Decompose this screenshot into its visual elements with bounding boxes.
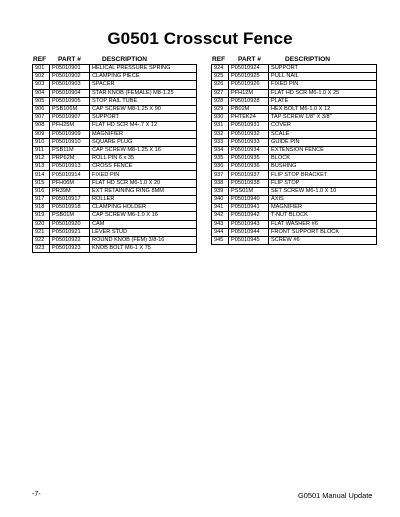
part-number-cell: P05010928 [229, 97, 269, 105]
table-row [212, 212, 377, 220]
table-row [33, 187, 197, 195]
ref-cell: 917 [33, 196, 50, 204]
ref-cell: 918 [33, 204, 50, 212]
part-number-cell: P05010940 [229, 196, 269, 204]
table-row [33, 73, 197, 81]
description-cell: FLAT HD SCR M4-.7 X 12 [90, 122, 197, 130]
table-row [212, 179, 377, 187]
part-number-cell: PFH25M [50, 122, 90, 130]
right-parts-table [211, 64, 377, 245]
part-number-cell: P05010923 [50, 245, 90, 253]
ref-cell: 936 [212, 163, 229, 171]
table-row [33, 105, 197, 113]
description-cell: FLAT WASHER #6 [269, 220, 377, 228]
table-row [33, 204, 197, 212]
ref-cell: 926 [212, 81, 229, 89]
part-number-cell: P05010907 [50, 114, 90, 122]
ref-cell: 901 [33, 65, 50, 73]
ref-cell: 906 [33, 105, 50, 113]
ref-cell: 941 [212, 204, 229, 212]
table-row [33, 212, 197, 220]
table-row [212, 122, 377, 130]
part-number-cell: P05010944 [229, 228, 269, 236]
ref-cell: 907 [33, 114, 50, 122]
part-number-cell: PSB11M [50, 146, 90, 154]
ref-cell: 913 [33, 163, 50, 171]
table-row [212, 65, 377, 73]
part-number-cell: P05010917 [50, 196, 90, 204]
part-number-cell: P05010913 [50, 163, 90, 171]
table-row [33, 220, 197, 228]
ref-cell: 924 [212, 65, 229, 73]
part-number-cell: P05010925 [229, 73, 269, 81]
table-row [33, 245, 197, 253]
description-cell: CAP SCREW M8-1.25 X 16 [90, 146, 197, 154]
description-cell: BLOCK [269, 155, 377, 163]
part-number-cell: P05010914 [50, 171, 90, 179]
part-number-cell: P05010901 [50, 65, 90, 73]
description-cell: GUIDE PIN [269, 138, 377, 146]
left-header-description: DESCRIPTION [102, 56, 148, 63]
part-number-cell: PSB106M [50, 105, 90, 113]
part-number-cell: P05010905 [50, 97, 90, 105]
description-cell: CROSS FENCE [90, 163, 197, 171]
ref-cell: 940 [212, 196, 229, 204]
table-row [212, 236, 377, 244]
part-number-cell: P05010937 [229, 171, 269, 179]
table-row [212, 228, 377, 236]
description-cell: CLAMPING PIECE [90, 73, 197, 81]
ref-cell: 945 [212, 236, 229, 244]
part-number-cell: P05010909 [50, 130, 90, 138]
table-row [33, 236, 197, 244]
table-row [212, 138, 377, 146]
part-number-cell: P05010926 [229, 81, 269, 89]
part-number-cell: P05010924 [229, 65, 269, 73]
ref-cell: 916 [33, 187, 50, 195]
part-number-cell: PFH12M [229, 89, 269, 97]
ref-cell: 929 [212, 105, 229, 113]
description-cell: HELICAL PRESSURE SPRING [90, 65, 197, 73]
description-cell: AXIS [269, 196, 377, 204]
description-cell: FRONT SUPPORT BLOCK [269, 228, 377, 236]
ref-cell: 909 [33, 130, 50, 138]
description-cell: FLAT HD SCR M6-1.0 X 20 [90, 179, 197, 187]
part-number-cell: P05010938 [229, 179, 269, 187]
table-row [33, 122, 197, 130]
part-number-cell: PHTEK24 [229, 114, 269, 122]
table-row [212, 146, 377, 154]
ref-cell: 911 [33, 146, 50, 154]
part-number-cell: PB02M [229, 105, 269, 113]
table-row [212, 204, 377, 212]
ref-cell: 931 [212, 122, 229, 130]
table-row [33, 163, 197, 171]
page-number: -7- [32, 491, 41, 498]
table-row [212, 196, 377, 204]
part-number-cell: P05010902 [50, 73, 90, 81]
table-row [212, 155, 377, 163]
table-row [33, 179, 197, 187]
description-cell: FIXED PIN [269, 81, 377, 89]
ref-cell: 934 [212, 146, 229, 154]
table-row [212, 89, 377, 97]
part-number-cell: P05010935 [229, 155, 269, 163]
ref-cell: 944 [212, 228, 229, 236]
ref-cell: 933 [212, 138, 229, 146]
table-row [33, 155, 197, 163]
ref-cell: 921 [33, 228, 50, 236]
left-parts-table [32, 64, 197, 253]
table-row [33, 97, 197, 105]
description-cell: ROUND KNOB (FEM) 3/8-16 [90, 236, 197, 244]
description-cell: STOP RAIL TUBE [90, 97, 197, 105]
part-number-cell: PR39M [50, 187, 90, 195]
ref-cell: 923 [33, 245, 50, 253]
description-cell: CAM [90, 220, 197, 228]
table-row [33, 89, 197, 97]
part-number-cell: P05010942 [229, 212, 269, 220]
right-header-ref: REF [212, 56, 226, 63]
parts-list [0, 56, 400, 456]
ref-cell: 922 [33, 236, 50, 244]
ref-cell: 925 [212, 73, 229, 81]
description-cell: FLAT HD SCR M6-1.0 X 25 [269, 89, 377, 97]
part-number-cell: P05010903 [50, 81, 90, 89]
table-row [33, 146, 197, 154]
description-cell: CAP SCREW M8-1.25 X 90 [90, 105, 197, 113]
description-cell: SUPPORT [269, 65, 377, 73]
ref-cell: 938 [212, 179, 229, 187]
description-cell: T-NUT BLOCK [269, 212, 377, 220]
part-number-cell: P05010943 [229, 220, 269, 228]
part-number-cell: P05010932 [229, 130, 269, 138]
table-row [212, 171, 377, 179]
description-cell: LEVER STUD [90, 228, 197, 236]
part-number-cell: P05010920 [50, 220, 90, 228]
description-cell: SET SCREW M6-1.0 X 10 [269, 187, 377, 195]
table-row [212, 187, 377, 195]
part-number-cell: P05010904 [50, 89, 90, 97]
table-row [212, 105, 377, 113]
description-cell: EXT RETAINING RING 8MM [90, 187, 197, 195]
table-row [33, 114, 197, 122]
part-number-cell: P05010933 [229, 138, 269, 146]
table-row [212, 163, 377, 171]
description-cell: SCALE [269, 130, 377, 138]
description-cell: SCREW #6 [269, 236, 377, 244]
description-cell: PLATE [269, 97, 377, 105]
description-cell: MAGNIFIER [90, 130, 197, 138]
part-number-cell: PFH06M [50, 179, 90, 187]
part-number-cell: P05010918 [50, 204, 90, 212]
table-row [212, 97, 377, 105]
table-row [33, 138, 197, 146]
description-cell: TAP SCREW 1/8" X 3/8" [269, 114, 377, 122]
table-row [212, 73, 377, 81]
left-header-part: PART # [58, 56, 81, 63]
ref-cell: 943 [212, 220, 229, 228]
part-number-cell: PRP62M [50, 155, 90, 163]
ref-cell: 930 [212, 114, 229, 122]
ref-cell: 932 [212, 130, 229, 138]
ref-cell: 920 [33, 220, 50, 228]
ref-cell: 915 [33, 179, 50, 187]
description-cell: BUSHING [269, 163, 377, 171]
left-header-ref: REF [33, 56, 47, 63]
description-cell: HEX BOLT M6-1.0 X 12 [269, 105, 377, 113]
ref-cell: 908 [33, 122, 50, 130]
description-cell: SUPPORT [90, 114, 197, 122]
ref-cell: 919 [33, 212, 50, 220]
ref-cell: 914 [33, 171, 50, 179]
ref-cell: 928 [212, 97, 229, 105]
table-row [33, 130, 197, 138]
part-number-cell: PSB01M [50, 212, 90, 220]
ref-cell: 942 [212, 212, 229, 220]
table-row [212, 114, 377, 122]
description-cell: PULL NAIL [269, 73, 377, 81]
table-row [33, 196, 197, 204]
description-cell: SPACER [90, 81, 197, 89]
description-cell: EXTENSION FENCE [269, 146, 377, 154]
part-number-cell: P05010931 [229, 122, 269, 130]
part-number-cell: P05010936 [229, 163, 269, 171]
description-cell: COVER [269, 122, 377, 130]
table-row [33, 81, 197, 89]
table-row [212, 220, 377, 228]
ref-cell: 927 [212, 89, 229, 97]
description-cell: CAP SCREW M6-1.0 X 16 [90, 212, 197, 220]
description-cell: STAR KNOB (FEMALE) M8-1.25 [90, 89, 197, 97]
right-header-part: PART # [238, 56, 261, 63]
description-cell: ROLLER [90, 196, 197, 204]
ref-cell: 902 [33, 73, 50, 81]
right-header-description: DESCRIPTION [285, 56, 331, 63]
ref-cell: 939 [212, 187, 229, 195]
ref-cell: 937 [212, 171, 229, 179]
table-row [33, 228, 197, 236]
part-number-cell: P05010921 [50, 228, 90, 236]
part-number-cell: P05010941 [229, 204, 269, 212]
table-row [33, 65, 197, 73]
ref-cell: 910 [33, 138, 50, 146]
description-cell: FIXED PIN [90, 171, 197, 179]
ref-cell: 935 [212, 155, 229, 163]
description-cell: FLIP STOP [269, 179, 377, 187]
page-title: G0501 Crosscut Fence [107, 29, 293, 48]
table-row [212, 130, 377, 138]
table-row [212, 81, 377, 89]
ref-cell: 903 [33, 81, 50, 89]
description-cell: CLAMPING HOLDER [90, 204, 197, 212]
table-row [33, 171, 197, 179]
part-number-cell: P05010910 [50, 138, 90, 146]
description-cell: SQUARE PLUG [90, 138, 197, 146]
part-number-cell: P05010945 [229, 236, 269, 244]
part-number-cell: P05010922 [50, 236, 90, 244]
part-number-cell: P05010934 [229, 146, 269, 154]
document-title: G0501 Manual Update [298, 491, 373, 500]
description-cell: FLIP STOP BRACKET [269, 171, 377, 179]
ref-cell: 905 [33, 97, 50, 105]
description-cell: ROLL PIN 6 x 35 [90, 155, 197, 163]
description-cell: MAGNIFIER [269, 204, 377, 212]
description-cell: KNOB BOLT M6-1 X 75 [90, 245, 197, 253]
part-number-cell: PSS01M [229, 187, 269, 195]
ref-cell: 912 [33, 155, 50, 163]
ref-cell: 904 [33, 89, 50, 97]
